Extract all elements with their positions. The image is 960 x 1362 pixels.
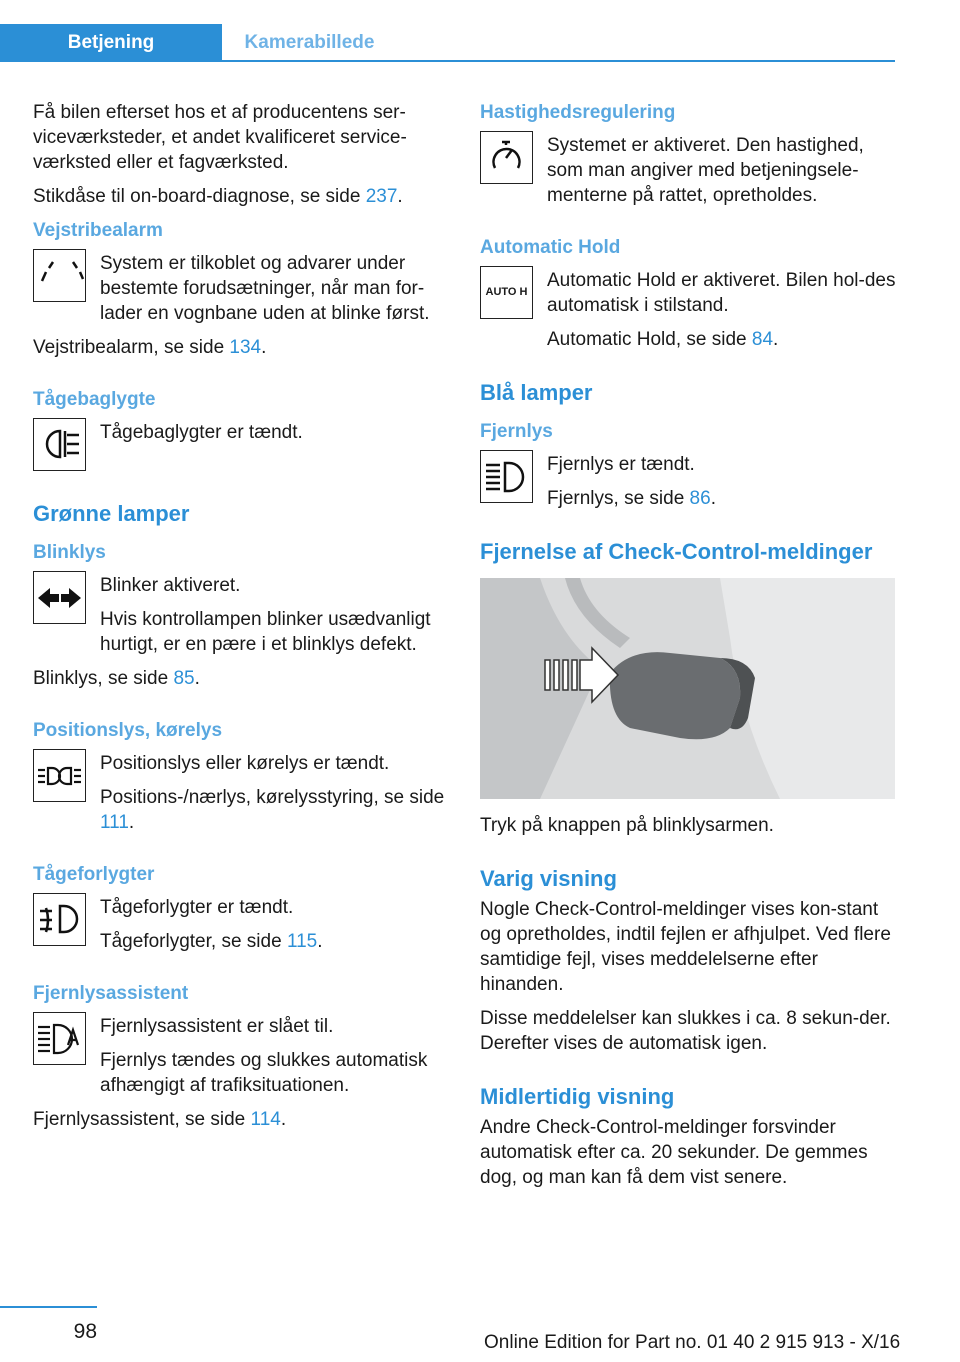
- blink-item: [33, 573, 453, 657]
- turn-signal-icon: [33, 571, 86, 624]
- auto-hold-ref: Automatic Hold, se side 84.: [547, 329, 779, 350]
- perm-text1: Nogle Check-Control-meldinger vises kon-stant og opretholdes, indtil fejlen er afhjulpet. Ved flere samtidige fejl, vises meddelelserne efter hinanden.: [480, 899, 891, 995]
- rear-fog-light-icon: [33, 418, 86, 471]
- rearfog-item: [33, 420, 453, 476]
- left-column: [33, 100, 453, 1141]
- turn-signal-lever-photo: [480, 578, 895, 799]
- pos-text2: Positions-/nærlys, kørelysstyring, se side 111.: [100, 787, 445, 833]
- fog-item: [33, 895, 453, 954]
- temp-text: Andre Check-Control-meldinger forsvinder automatisk efter ca. 20 sekunder. De gemmes dog, og man kan få dem vist senere.: [480, 1117, 868, 1188]
- hba-item: [33, 1014, 453, 1098]
- hba-heading: Fjernlysassistent: [33, 983, 189, 1004]
- edition-text: Online Edition for Part no. 01 40 2 915 913 - X/16: [484, 1332, 901, 1353]
- blink-text1: Blinker aktiveret.: [100, 575, 241, 596]
- highbeam-text1: Fjernlys er tændt.: [547, 454, 695, 475]
- fog-text1: Tågeforlygter er tændt.: [100, 897, 294, 918]
- cruise-control-icon: [480, 131, 533, 184]
- pos-item: [33, 751, 453, 835]
- photo-caption: Tryk på knappen på blinklysarmen.: [480, 815, 774, 836]
- check-control-heading: Fjernelse af Check-Control-meldinger: [480, 539, 873, 564]
- right-column: [480, 100, 900, 1199]
- highbeam-heading: Fjernlys: [480, 421, 553, 442]
- page-number: 98: [73, 1320, 97, 1343]
- position-light-icon: [33, 749, 86, 802]
- blink-text2: Hvis kontrollampen blinker usædvanligt hurtigt, er en pære i et blinklys defekt.: [100, 609, 431, 655]
- cruise-text: Systemet er aktiveret. Den hastighed, som man angiver med betjeningsele-menterne på rattet, opretholdes.: [547, 135, 864, 206]
- page-link-114[interactable]: 114: [250, 1109, 281, 1130]
- front-fog-light-icon: [33, 893, 86, 946]
- lane-ref: Vejstribealarm, se side 134.: [33, 337, 267, 358]
- highbeam-item: [480, 452, 900, 511]
- fog-text2: Tågeforlygter, se side 115.: [100, 931, 323, 952]
- high-beam-icon: [480, 450, 533, 503]
- pos-text1: Positionslys eller kørelys er tændt.: [100, 753, 390, 774]
- cruise-item: [480, 133, 900, 208]
- rearfog-text: Tågebaglygter er tændt.: [100, 422, 303, 443]
- hba-ref: Fjernlysassistent, se side 114.: [33, 1109, 287, 1130]
- permanent-display-heading: Varig visning: [480, 866, 617, 891]
- page-link-111[interactable]: 111: [100, 812, 129, 833]
- service-paragraph: Få bilen efterset hos et af producentens ser-viceværksteder, et andet kvalificeret service-værksted eller et fagværksted.: [33, 102, 407, 173]
- fog-heading: Tågeforlygter: [33, 864, 155, 885]
- lane-item: [33, 251, 453, 326]
- page-link-84[interactable]: 84: [751, 329, 774, 350]
- auto-hold-icon-label: AUTO H: [485, 286, 528, 298]
- lane-text: System er tilkoblet og advarer under bestemte forudsætninger, når man for-lader en vognbane uden at blinke først.: [100, 253, 430, 324]
- page-link-237[interactable]: 237: [365, 186, 398, 207]
- tab-kamerabillede[interactable]: Kamerabillede: [244, 32, 375, 53]
- tab-betjening[interactable]: Betjening: [0, 24, 222, 62]
- temporary-display-heading: Midlertidig visning: [480, 1084, 675, 1109]
- auto-hold-item: [480, 268, 900, 352]
- page-link-86[interactable]: 86: [689, 488, 711, 509]
- pos-heading: Positionslys, kørelys: [33, 720, 223, 741]
- lane-departure-icon: [33, 249, 86, 302]
- auto-hold-text: Automatic Hold er aktiveret. Bilen hol-des automatisk i stilstand.: [547, 270, 896, 316]
- footer-accent-line: [0, 1306, 97, 1308]
- lane-heading: Vejstribealarm: [33, 220, 163, 241]
- blink-ref: Blinklys, se side 85.: [33, 668, 200, 689]
- rearfog-heading: Tågebaglygte: [33, 389, 156, 410]
- high-beam-assistant-icon: [33, 1012, 86, 1065]
- auto-hold-heading: Automatic Hold: [480, 237, 621, 258]
- auto-hold-icon: [480, 266, 533, 319]
- cruise-heading: Hastighedsregulering: [480, 102, 676, 123]
- page-link-134[interactable]: 134: [229, 337, 262, 358]
- obd-paragraph: Stikdåse til on-board-diagnose, se side 237.: [33, 186, 403, 207]
- hba-text1: Fjernlysassistent er slået til.: [100, 1016, 334, 1037]
- blue-lamps-heading: Blå lamper: [480, 380, 593, 405]
- blink-heading: Blinklys: [33, 542, 106, 563]
- highbeam-text2: Fjernlys, se side 86.: [547, 488, 716, 509]
- page-link-115[interactable]: 115: [286, 931, 318, 952]
- page-link-85[interactable]: 85: [173, 668, 195, 689]
- hba-text2: Fjernlys tændes og slukkes automatisk afhængigt af trafiksituationen.: [100, 1050, 428, 1096]
- green-lamps-heading: Grønne lamper: [33, 501, 190, 526]
- perm-text2: Disse meddelelser kan slukkes i ca. 8 sekun-der. Derefter vises de automatisk igen.: [480, 1008, 891, 1054]
- header-tabbar: [0, 24, 895, 62]
